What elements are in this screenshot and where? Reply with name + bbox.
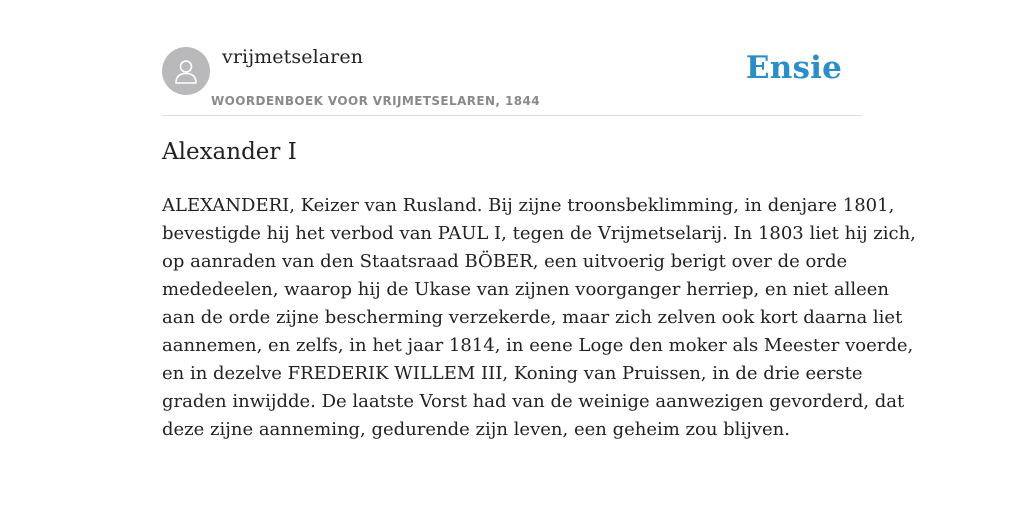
entry-header — [162, 0, 862, 116]
entry-body-line: graden inwijdde. De laatste Vorst had van de weinige aanwezigen gevorderd, dat — [162, 391, 905, 412]
author-avatar[interactable] — [162, 47, 210, 95]
entry-card — [162, 0, 916, 440]
entry-title: Alexander I — [162, 139, 297, 165]
entry-body-line: mededeelen, waarop hij de Ukase van zijnen voorganger herriep, en niet alleen — [162, 279, 889, 300]
entry-body-line: en in dezelve FREDERIK WILLEM III, Koning van Pruissen, in de drie eerste — [162, 363, 863, 384]
entry-body-line: bevestigde hij het verbod van PAUL I, tegen de Vrijmetselarij. In 1803 liet hij zich, — [162, 223, 916, 244]
entry-body-line: ALEXANDERI, Keizer van Rusland. Bij zijne troonsbeklimming, in denjare 1801, — [162, 195, 895, 216]
entry-body-line: aannemen, en zelfs, in het jaar 1814, in eene Loge den moker als Meester voerde, — [162, 335, 914, 356]
entry-body-line: aan de orde zijne bescherming verzekerde, maar zich zelven ook kort daarna liet — [162, 307, 903, 328]
entry-body-line: deze zijne aanneming, gedurende zijn leven, een geheim zou blijven. — [162, 419, 790, 440]
entry-body — [162, 192, 916, 444]
author-name[interactable]: vrijmetselaren — [222, 46, 364, 68]
user-icon — [172, 57, 200, 85]
source-label[interactable]: WOORDENBOEK VOOR VRIJMETSELAREN, 1844 — [211, 94, 540, 108]
brand-logo[interactable]: Ensie — [745, 50, 842, 86]
entry-body-line: op aanraden van den Staatsraad BÖBER, een uitvoerig berigt over de orde — [162, 251, 848, 272]
